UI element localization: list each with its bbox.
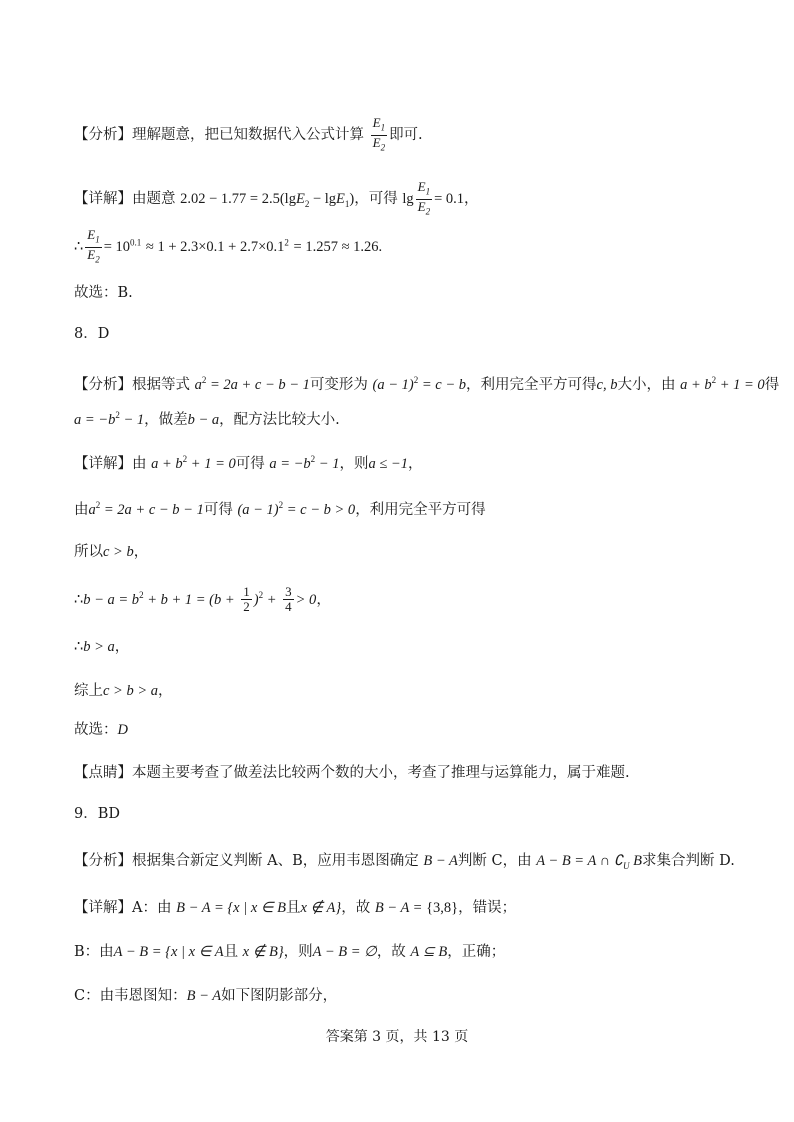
comment-line-8: 【点睛】本题主要考查了做差法比较两个数的大小，考查了推理与运算能力，属于难题. — [74, 765, 630, 781]
page-footer: 答案第 3 页，共 13 页 — [325, 1029, 469, 1045]
detail-line-2: ∴ $\frac{E_1}{E_2}$ = $10^{0.1} \approx 1 + 2.3\times 0.1 + 2.7\times 0.1^2 = 1.257 \approx 1.26$. — [74, 227, 383, 265]
detail-line-8c: 所以c > b， — [74, 544, 149, 560]
answer-line-7: 故选：B. — [74, 285, 133, 301]
question-9-answer: 9．BD — [74, 806, 121, 822]
detail-line-9a: 【详解】A：由 B − A = {x | x ∈ B且x ∉ A}，故 B − A = {3,8}，错误； — [74, 900, 517, 916]
analysis-line-8: 【分析】根据等式 $a^2 = 2a + c - b - 1$可变形为 $(a - 1)^2 = c - b$，利用完全平方可得c, b大小，由 $a + b^2 + 1 = 0$得 — [74, 375, 780, 393]
detail-line-9c: C：由韦恩图知：B − A如下图阴影部分， — [74, 988, 338, 1004]
fraction-e1-e2: $\frac{E_1}{E_2}$ — [372, 115, 386, 153]
analysis-line-8b: $a = -b^2 - 1$，做差b − a，配方法比较大小. — [74, 410, 340, 428]
detail-line-9b: B：由A − B = {x | x ∈ A且 x ∉ B}，则A − B = ∅，故 A ⊆ B，正确； — [74, 944, 506, 960]
analysis-line-1: 【分析】理解题意，把已知数据代入公式计算 $\frac{E_1}{E_2}$ 即可. — [74, 115, 423, 153]
detail-line-8g: 故选：D — [74, 722, 128, 738]
detail-line-8a: 【详解】由 $a + b^2 + 1 = 0$可得 $a = -b^2 - 1$，则a ≤ −1， — [74, 454, 423, 472]
detail-line-8d: ∴b − $a = b^2 + b + 1 = (b$ + $\frac{1}{2}$ )$^2$ + $\frac{3}{4}$ > 0， — [74, 584, 331, 615]
detail-line-8e: ∴b > a， — [74, 639, 130, 655]
detail-line-8b: 由$a^2 = 2a + c - b - 1$可得 $(a - 1)^2 = c - b > 0$，利用完全平方可得 — [74, 500, 486, 518]
detail-line-1: 【详解】由题意 2.02 − 1.77 = 2.5(lgE$_2$ − lgE$_1$)，可得 lg $\frac{E_1}{E_2}$ = 0.1， — [74, 179, 479, 217]
detail-line-8f: 综上c > b > a， — [74, 683, 173, 699]
analysis-line-9: 【分析】根据集合新定义判断 A、B，应用韦恩图确定 B − A判断 C，由 A − B = A ∩ $∁_U$ B求集合判断 D. — [74, 853, 735, 871]
question-8-answer: 8．D — [74, 326, 110, 342]
tag-analysis: 【分析】 — [74, 127, 132, 144]
